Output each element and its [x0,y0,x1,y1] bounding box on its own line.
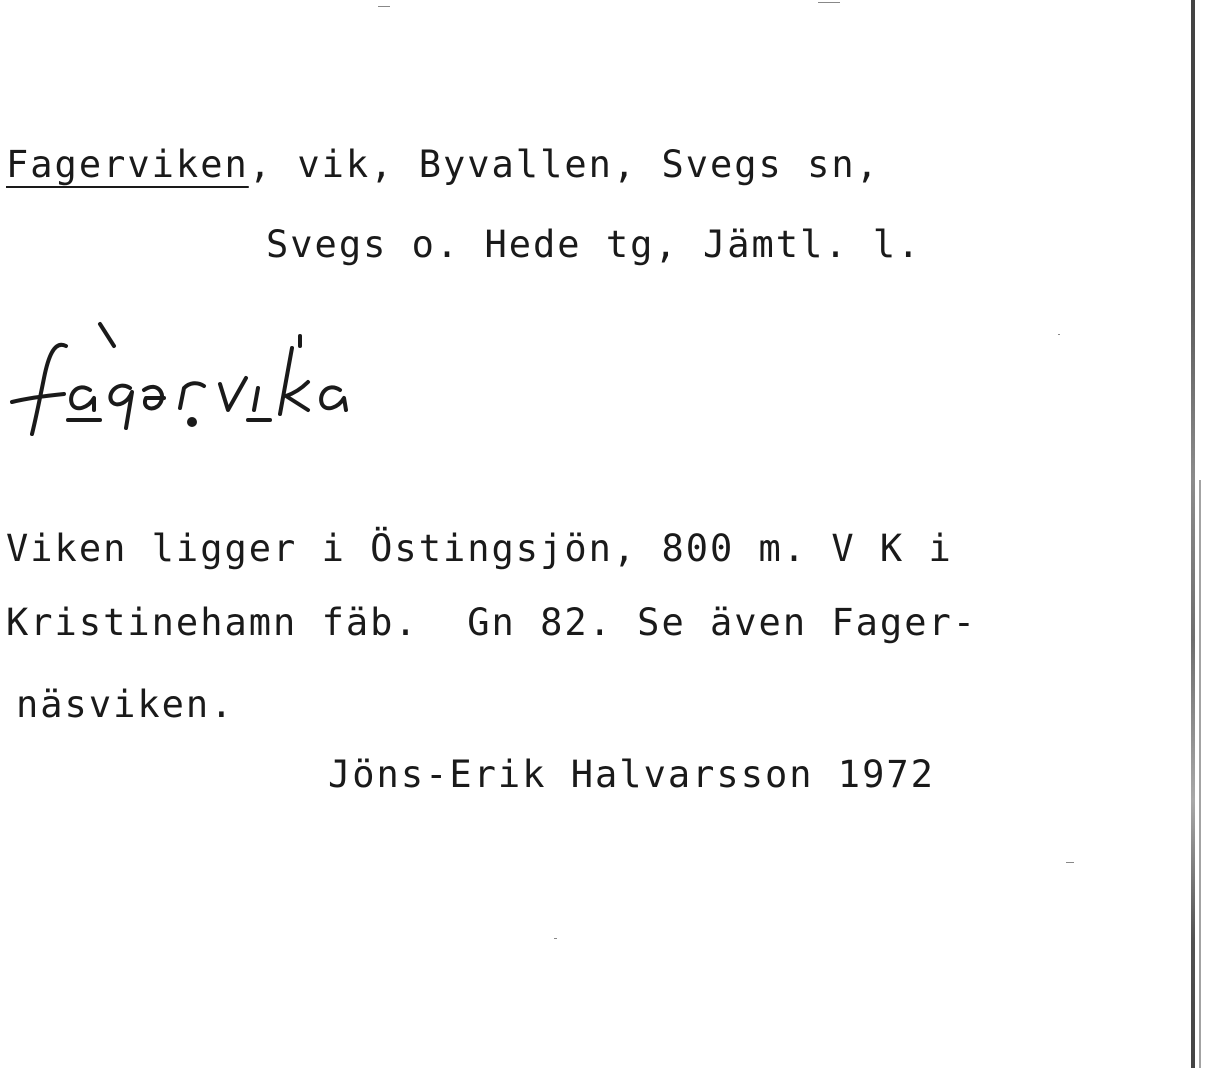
scan-speck [1066,862,1074,863]
entry-heading-line [6,143,880,186]
description-line-2: Kristinehamn fäb. Gn 82. Se även Fager- [6,601,978,644]
scan-speck [1058,334,1060,335]
scan-speck [818,2,840,3]
card-edge [1191,0,1195,1068]
entry-parish-line: Svegs o. Hede tg, Jämtl. l. [266,223,922,266]
headword: Fagerviken [6,143,249,186]
card-edge-shadow [1199,480,1201,1068]
entry-description: , vik, Byvallen, Svegs sn, [248,143,880,186]
scan-speck [554,938,557,939]
phonetic-transcription [8,318,408,448]
scan-speck [378,6,390,7]
description-line-1: Viken ligger i Östingsjön, 800 m. V K i [6,527,953,570]
description-line-3: näsviken. [16,683,235,726]
signature-line: Jöns-Erik Halvarsson 1972 [328,753,935,796]
